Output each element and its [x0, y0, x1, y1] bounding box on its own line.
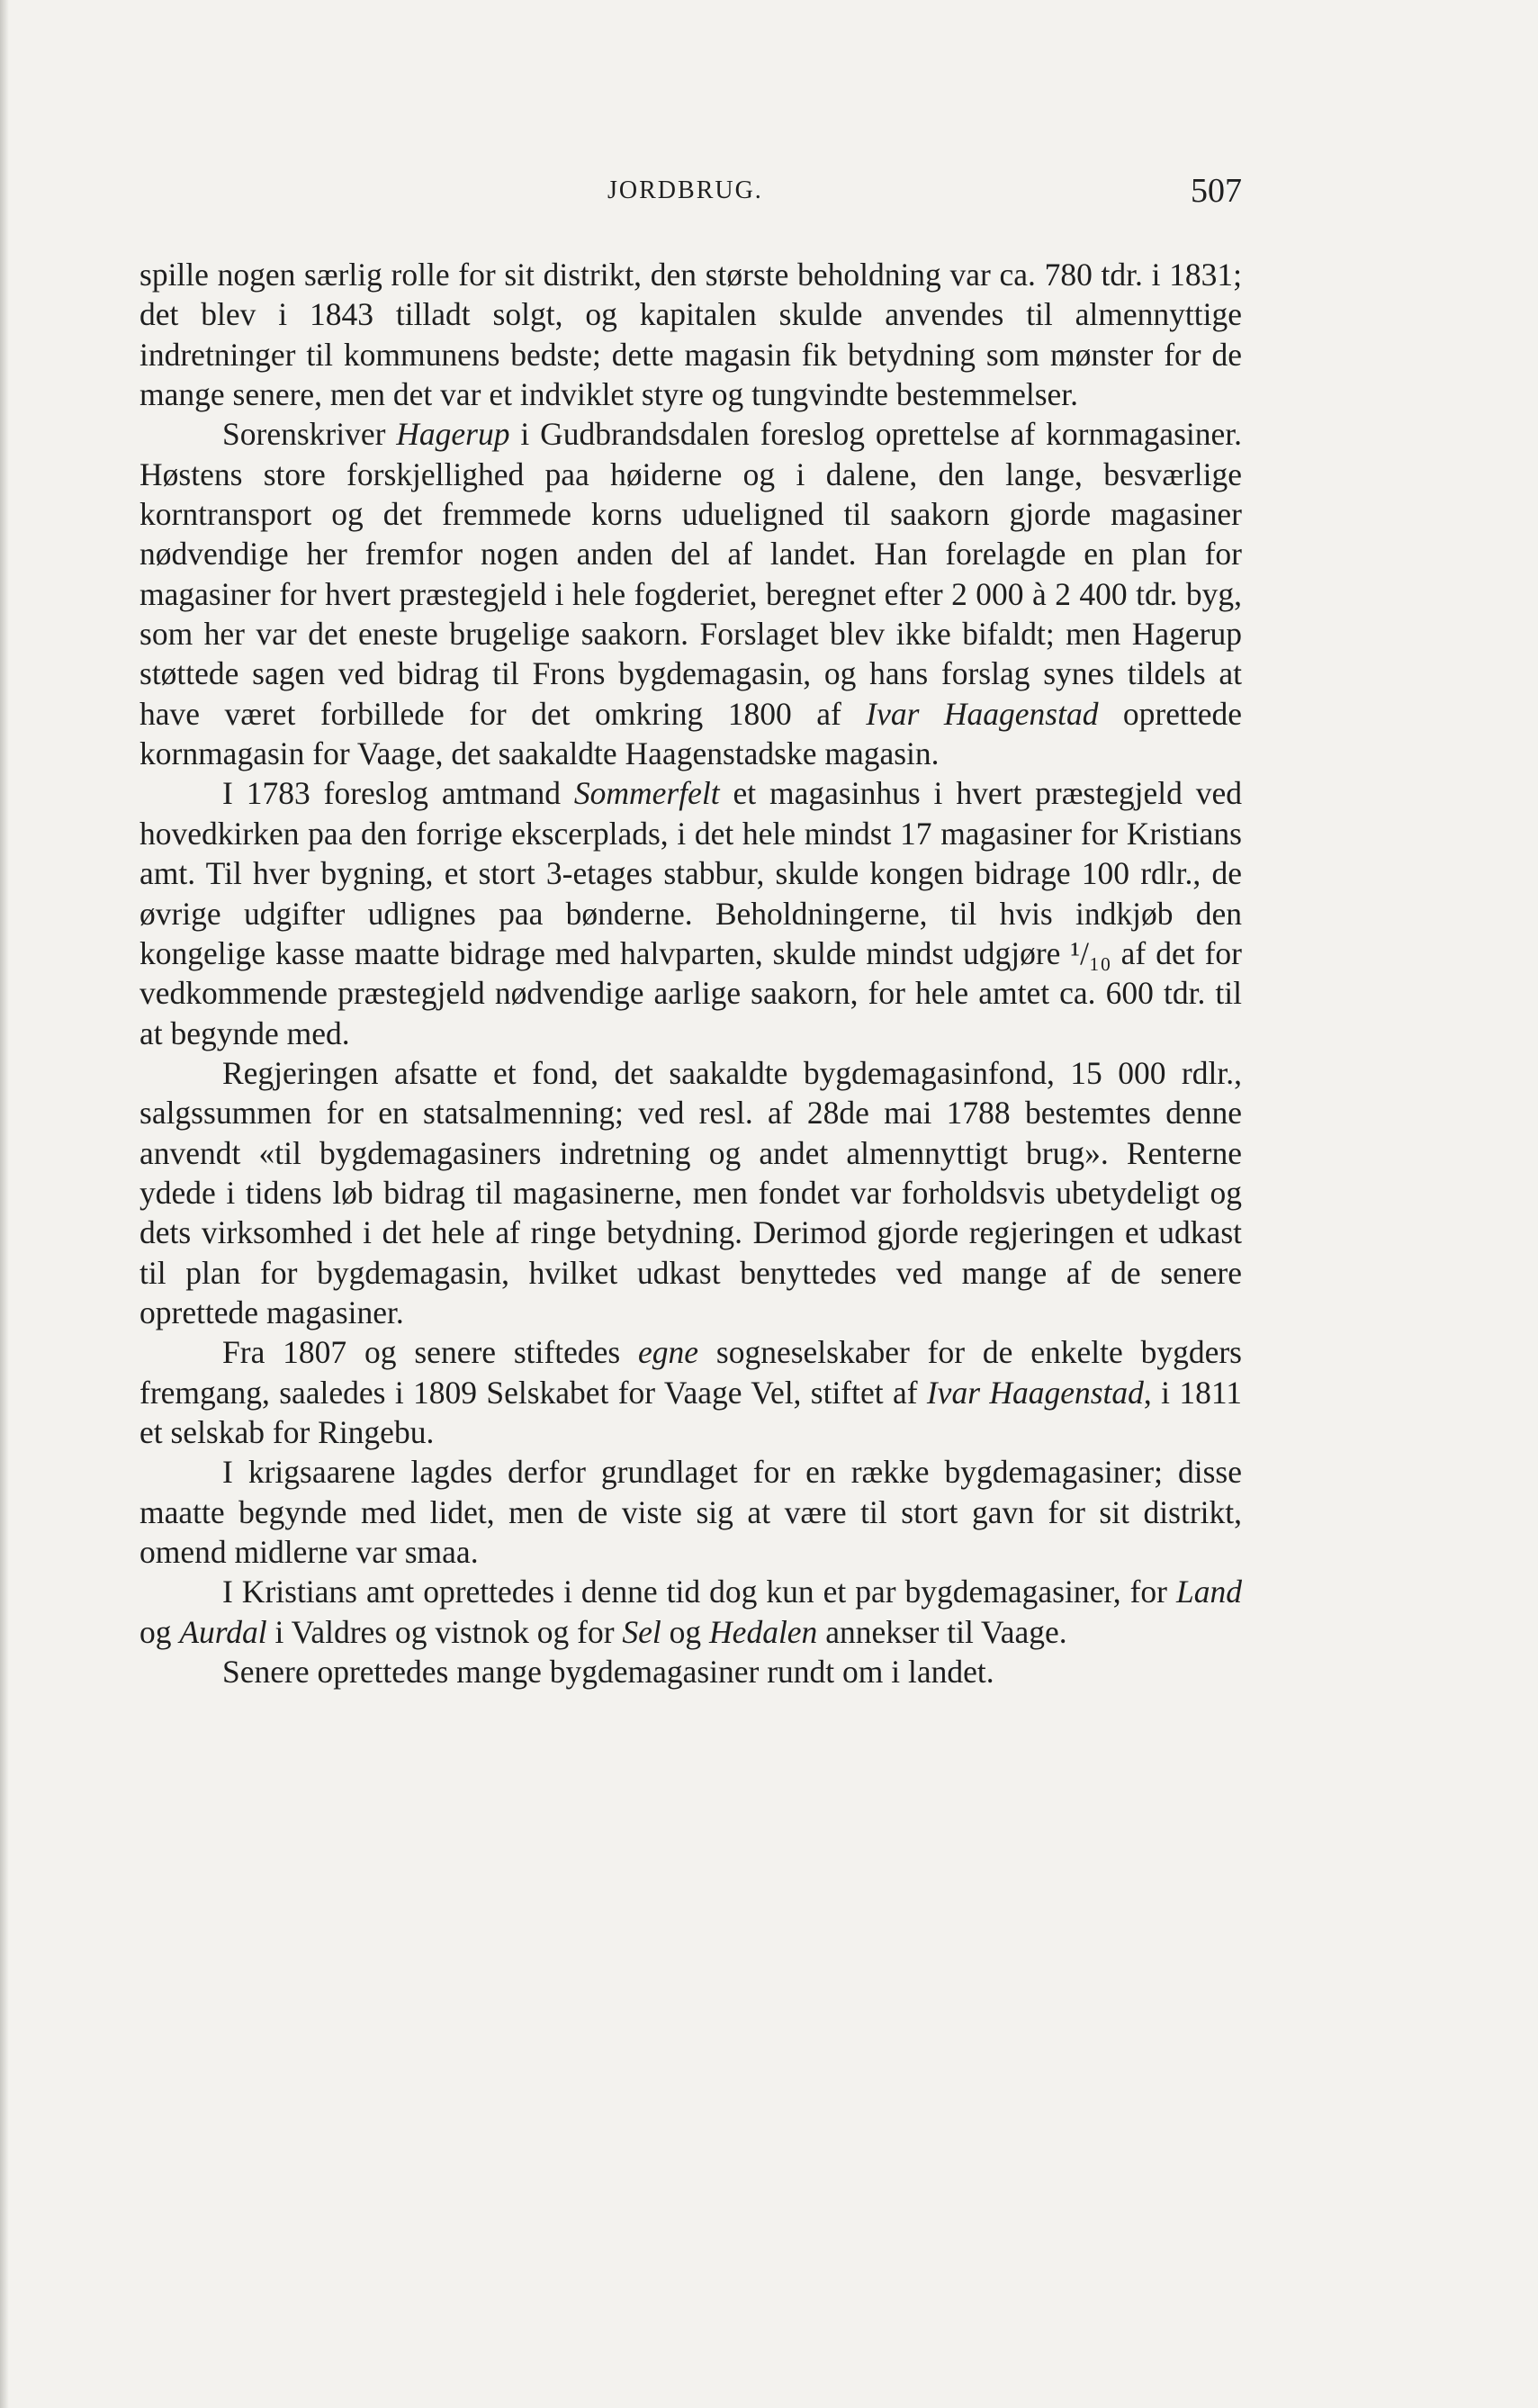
page-edge-shadow — [0, 0, 9, 2408]
italic-text: Hedalen — [709, 1613, 818, 1650]
italic-text: Hagerup — [396, 416, 510, 453]
paragraph — [139, 255, 1242, 414]
page-number: 507 — [1191, 172, 1242, 210]
paragraph-text: Sorenskriver — [222, 416, 397, 453]
paragraph — [139, 1332, 1242, 1452]
paragraph-text: Senere oprettedes mange bygdemagasiner rundt om i landet. — [222, 1654, 994, 1691]
paragraph-text: Fra 1807 og senere stiftedes — [222, 1334, 639, 1371]
running-head — [139, 172, 1242, 221]
italic-text: Aurdal — [179, 1613, 267, 1650]
paragraph-text: et magasinhus i hvert præstegjeld ved hovedkirken paa den forrige ekscerplads, i det hele mindst 17 magasiner for Kristians amt. Til hver bygning, et stort 3-etages stabbur, skulde kongen bidrage 100 rdlr., de øvrige udgifter udlignes paa bønderne. Beholdningerne, til hvis indkjøb den kongelige kasse maatte bidrage med halvparten, skulde mindst udgjøre ¹/₁₀ af det for vedkommende præstegjeld nødvendige aarlige saakorn, for hele amtet ca. 600 tdr. til at begynde med. — [139, 775, 1242, 1051]
italic-text: Sel — [622, 1613, 661, 1650]
italic-text: Land — [1176, 1574, 1242, 1610]
paragraph — [139, 1053, 1242, 1332]
paragraph-text: i Valdres og vistnok og for — [266, 1613, 623, 1650]
paragraph — [139, 414, 1242, 773]
paragraph — [139, 1572, 1242, 1652]
italic-text: Sommerfelt — [573, 775, 720, 812]
paragraph — [139, 1452, 1242, 1572]
paragraph-text: oprettede kornmagasin for Vaage, det saakaldte Haagenstadske magasin. — [139, 695, 1242, 772]
italic-text: Ivar Haagenstad — [926, 1374, 1144, 1411]
paragraph-text: I 1783 foreslog amtmand — [222, 775, 574, 812]
paragraph-text: I Kristians amt oprettedes i denne tid dog kun et par bygdemagasiner, for — [222, 1574, 1176, 1610]
paragraph-text: spille nogen særlig rolle for sit distrikt, den største beholdning var ca. 780 tdr. i 1831; det blev i 1843 tilladt solgt, og kapitalen skulde anvendes til almennyttige indretninger til kommunens bedste; dette magasin fik betydning som mønster for de mange senere, men det var et indviklet styre og tungvindte bestemmelser. — [139, 257, 1242, 413]
paragraph-text: I krigsaarene lagdes derfor grundlaget for en række bygdemagasiner; disse maatte begynde med lidet, men de viste sig at være til stort gavn for sit distrikt, omend midlerne var smaa. — [139, 1454, 1242, 1570]
paragraph-text: sogneselskaber for de enkelte bygders fremgang, saaledes i 1809 Selskabet for Vaage Vel, stiftet af — [139, 1334, 1242, 1411]
paragraph-text: , i 1811 et selskab for Ringebu. — [139, 1374, 1243, 1450]
paragraph — [139, 1652, 1242, 1691]
paragraph-text: og — [661, 1613, 710, 1650]
italic-text: Ivar Haagenstad — [866, 695, 1099, 732]
paragraph-text: Regjeringen afsatte et fond, det saakaldte bygdemagasinfond, 15 000 rdlr., salgssummen for en statsalmenning; ved resl. af 28de mai 1788 bestemtes denne anvendt «til bygdemagasiners indretning og andet almennyttigt brug». Renterne ydede i tidens løb bidrag til magasinerne, men fondet var forholdsvis ubetydeligt og dets virksomhed i det hele af ringe betydning. Derimod gjorde regjeringen et udkast til plan for bygdemagasin, hvilket udkast benyttedes ved mange af de senere oprettede magasiner. — [139, 1054, 1242, 1330]
paragraph-text: annekser til Vaage. — [817, 1613, 1067, 1650]
body-text — [139, 255, 1242, 1691]
running-title: JORDBRUG. — [607, 176, 763, 204]
paragraph — [139, 773, 1242, 1052]
paragraph-text: i Gudbrandsdalen foreslog oprettelse af kornmagasiner. Høstens store forskjellighed paa høiderne og i dalene, den lange, besværlige korntransport og det fremmede korns udueligned til saakorn gjorde magasiner nødvendige her fremfor nogen anden del af landet. Han forelagde en plan for magasiner for hvert præstegjeld i hele fogderiet, beregnet efter 2 000 à 2 400 tdr. byg, som her var det eneste brugelige saakorn. Forslaget blev ikke bifaldt; men Hagerup støttede sagen ved bidrag til Frons bygdemagasin, og hans forslag synes tildels at have været forbillede for det omkring 1800 af — [139, 416, 1243, 732]
italic-text: egne — [638, 1334, 699, 1371]
paragraph-text: og — [139, 1613, 180, 1650]
